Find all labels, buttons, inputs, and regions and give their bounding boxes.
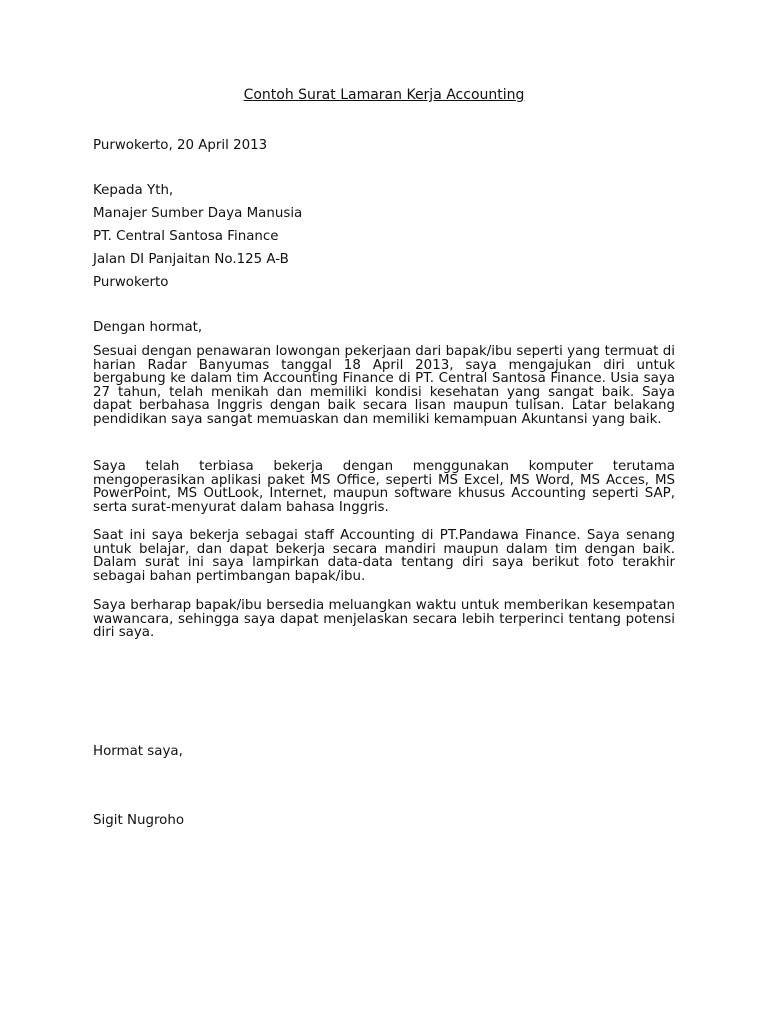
- recipient-position: Manajer Sumber Daya Manusia: [93, 206, 303, 221]
- body-paragraph-3: Saat ini saya bekerja sebagai staff Accounting di PT.Pandawa Finance. Saya senang untuk belajar, dan dapat bekerja secara mandiri maupun dalam tim dengan baik. Dalam surat ini saya lampirkan data-data tentang diri saya berikut foto terakhir sebagai bahan pertimbangan bapak/ibu.: [93, 528, 675, 584]
- recipient-city: Purwokerto: [93, 275, 169, 290]
- recipient-address: Jalan DI Panjaitan No.125 A-B: [93, 252, 289, 267]
- letter-title: [0, 86, 768, 104]
- body-paragraph-4: Saya berharap bapak/ibu bersedia meluangkan waktu untuk memberikan kesempatan wawancara, sehingga saya dapat menjelaskan secara lebih terperinci tentang potensi diri saya.: [93, 598, 675, 641]
- recipient-salutation: Kepada Yth,: [93, 183, 174, 198]
- letter-title-text: Contoh Surat Lamaran Kerja Accounting: [243, 87, 525, 103]
- greeting: Dengan hormat,: [93, 320, 203, 335]
- recipient-company: PT. Central Santosa Finance: [93, 229, 279, 244]
- signatory-name: Sigit Nugroho: [93, 813, 185, 828]
- closing: Hormat saya,: [93, 744, 183, 759]
- body-paragraph-1: Sesuai dengan penawaran lowongan pekerjaan dari bapak/ibu seperti yang termuat di harian Radar Banyumas tanggal 18 April 2013, saya mengajukan diri untuk bergabung ke dalam tim Accounting Finance di PT. Central Santosa Finance. Usia saya 27 tahun, telah menikah dan memiliki kondisi kesehatan yang sangat baik. Saya dapat berbahasa Inggris dengan baik secara lisan maupun tulisan. Latar belakang pendidikan saya sangat memuaskan dan memiliki kemampuan Akuntansi yang baik.: [93, 344, 675, 427]
- body-paragraph-2: Saya telah terbiasa bekerja dengan menggunakan komputer terutama mengoperasikan aplikasi paket MS Office, seperti MS Excel, MS Word, MS Acces, MS PowerPoint, MS OutLook, Internet, maupun software khusus Accounting seperti SAP, serta surat-menyurat dalam bahasa Inggris.: [93, 459, 675, 515]
- place-date: Purwokerto, 20 April 2013: [93, 138, 268, 153]
